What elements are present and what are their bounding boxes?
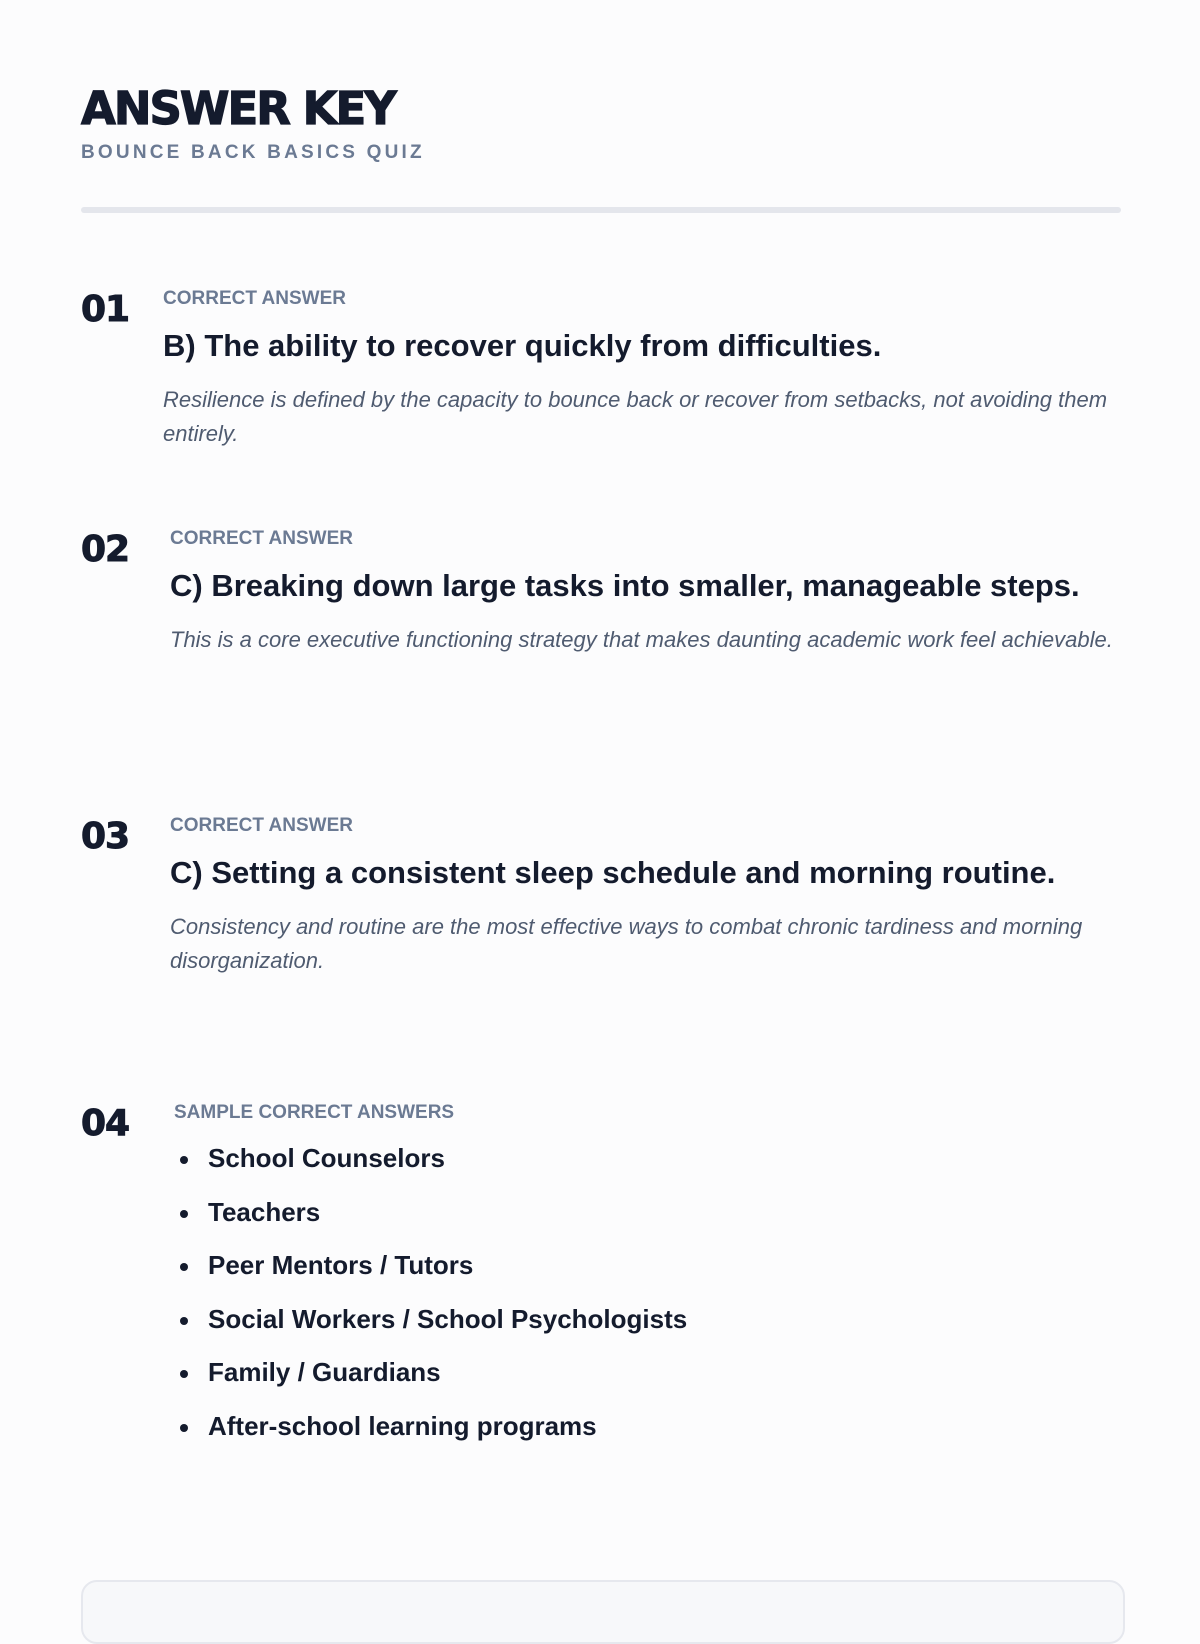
bullet-icon [180, 1424, 188, 1432]
correct-answer-text: C) Breaking down large tasks into smaller, manageable steps. [170, 568, 1080, 603]
list-item [174, 1293, 1121, 1347]
bullet-icon [180, 1317, 188, 1325]
bullet-icon [180, 1156, 188, 1164]
page-title: ANSWER KEY [81, 82, 395, 135]
bullet-icon [180, 1370, 188, 1378]
correct-answer-label: CORRECT ANSWER [163, 288, 346, 309]
list-item-text: School Counselors [208, 1143, 445, 1173]
answer-content [170, 815, 1121, 978]
sample-answers-label: SAMPLE CORRECT ANSWERS [174, 1102, 455, 1123]
list-item [174, 1132, 1121, 1186]
list-item-text: Teachers [208, 1196, 321, 1227]
answer-explanation: This is a core executive functioning strategy that makes daunting academic work feel achievable. [170, 627, 1113, 652]
answer-explanation: Consistency and routine are the most effective ways to combat chronic tardiness and morning disorganization. [170, 914, 1083, 973]
correct-answer-label: CORRECT ANSWER [170, 528, 353, 549]
answer-explanation: Resilience is defined by the capacity to bounce back or recover from setbacks, not avoiding them entirely. [163, 387, 1108, 446]
correct-answer-label: CORRECT ANSWER [170, 815, 353, 836]
correct-answer-text: C) Setting a consistent sleep schedule and morning routine. [170, 855, 1056, 890]
header-divider [81, 207, 1121, 213]
question-number: 04 [81, 1103, 130, 1144]
footer-card [81, 1580, 1125, 1644]
answer-content [163, 288, 1121, 451]
list-item [174, 1400, 1121, 1454]
list-item [174, 1346, 1121, 1400]
question-number: 02 [81, 529, 130, 570]
list-item-text: Peer Mentors / Tutors [208, 1250, 474, 1280]
bullet-icon [180, 1210, 188, 1218]
list-item [174, 1186, 1121, 1240]
question-number: 03 [81, 816, 130, 857]
answer-content [174, 1102, 1121, 1453]
list-item-text: Social Workers / School Psychologists [208, 1303, 688, 1334]
answer-content [170, 528, 1121, 657]
correct-answer-text: B) The ability to recover quickly from difficulties. [163, 328, 882, 363]
page-subtitle: BOUNCE BACK BASICS QUIZ [81, 142, 425, 163]
list-item-text: Family / Guardians [208, 1357, 441, 1387]
sample-answers-list [174, 1132, 1121, 1453]
question-number: 01 [81, 289, 130, 330]
list-item [174, 1239, 1121, 1293]
bullet-icon [180, 1263, 188, 1271]
list-item-text: After-school learning programs [208, 1410, 597, 1441]
